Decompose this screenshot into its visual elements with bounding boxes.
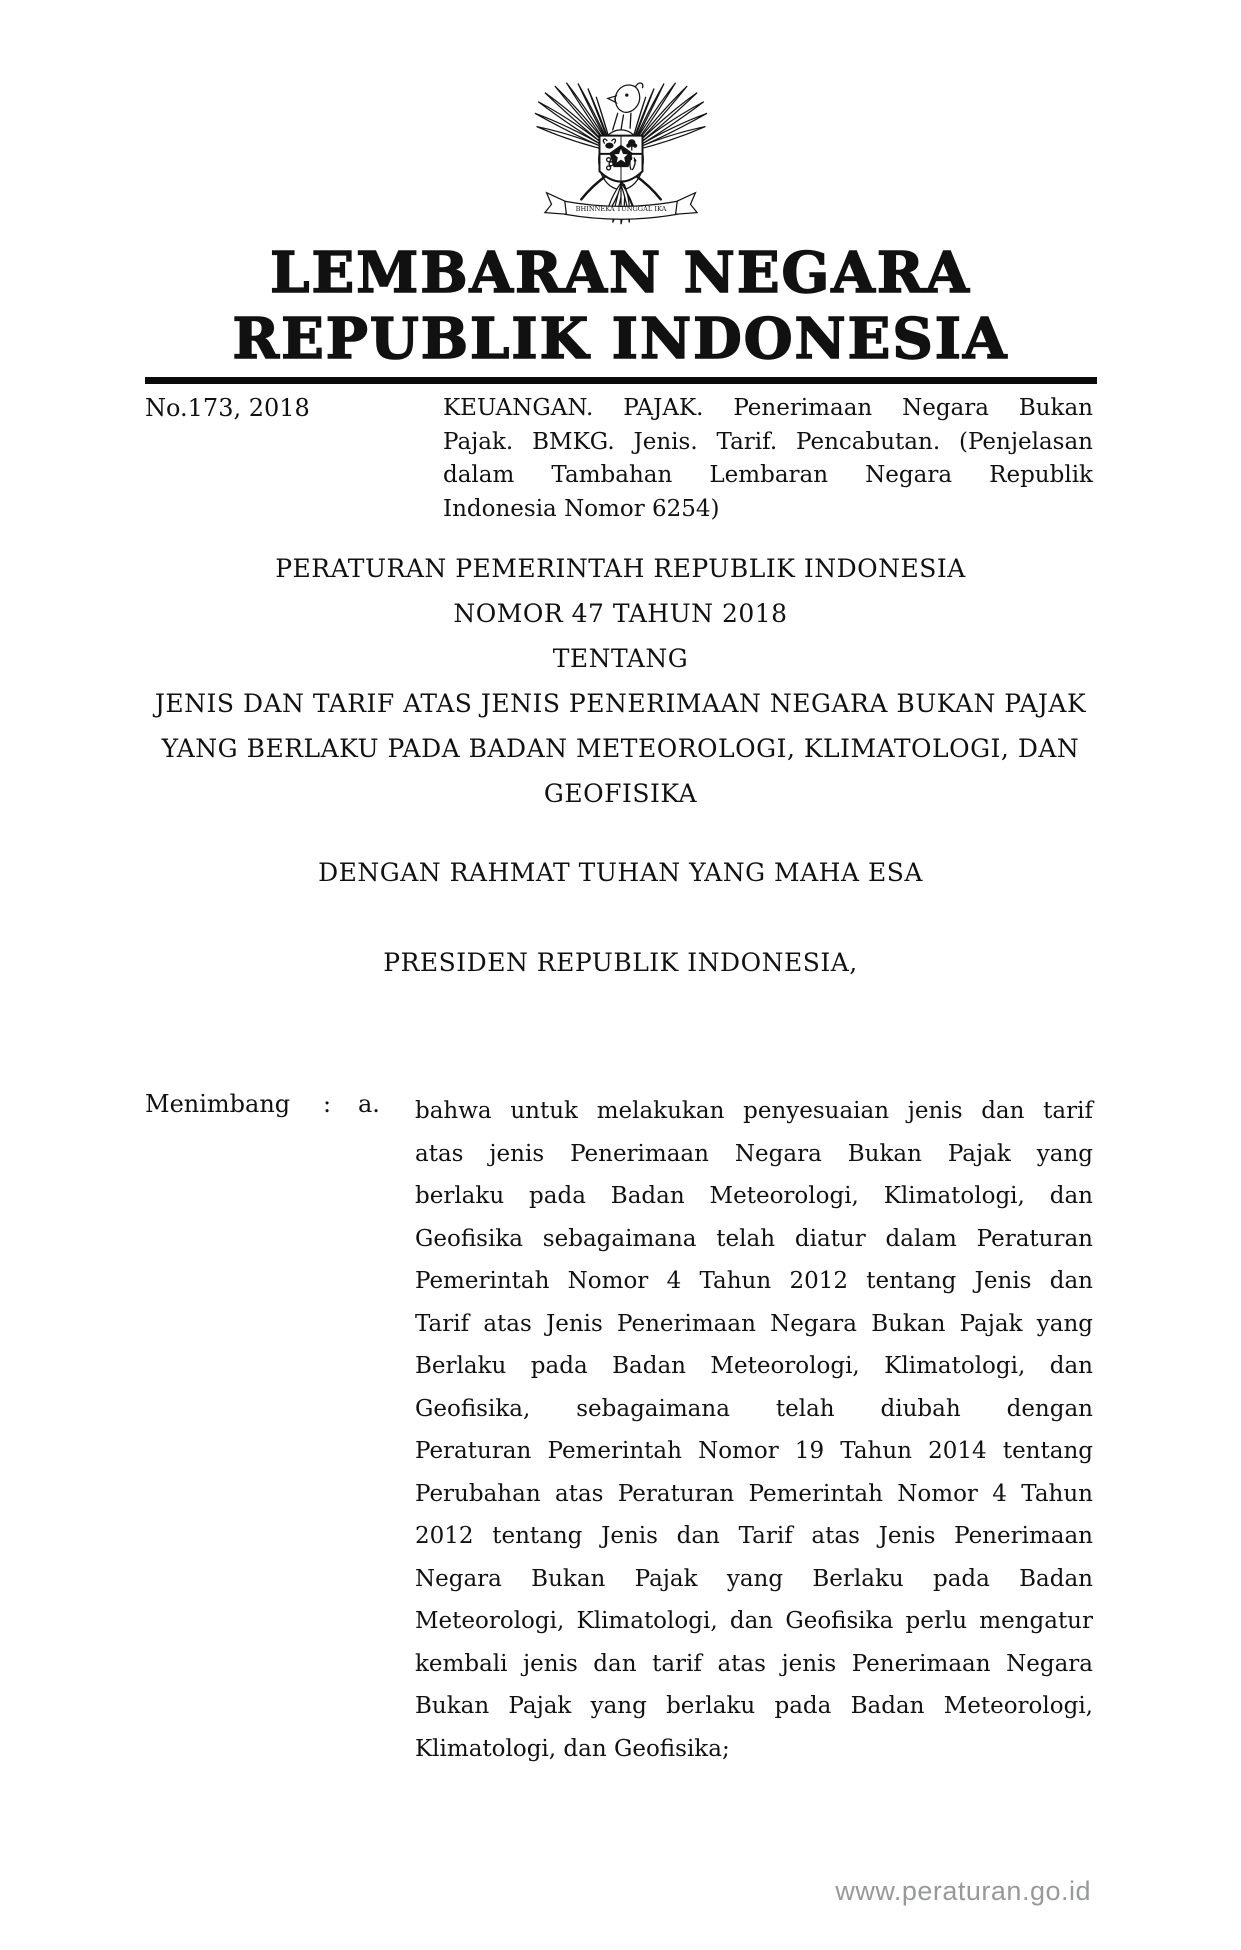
regulation-title-line: JENIS DAN TARIF ATAS JENIS PENERIMAAN NEGARA BUKAN PAJAK <box>154 689 1087 718</box>
preamble-text-line: Tarif atas Jenis Penerimaan Negara Bukan Pajak yang <box>415 1310 1093 1337</box>
preamble-text-line: Meteorologi, Klimatologi, dan Geofisika perlu mengatur <box>415 1608 1093 1634</box>
gazette-subject-line: Indonesia Nomor 6254) <box>443 495 720 522</box>
preamble-text-line: Geofisika sebagaimana telah diatur dalam Peraturan <box>415 1225 1093 1252</box>
masthead-line1: LEMBARAN NEGARA <box>270 240 971 306</box>
gazette-subject-line: KEUANGAN. PAJAK. Penerimaan Negara Bukan <box>443 395 1093 421</box>
preamble-colon: : <box>323 1090 332 1118</box>
preamble-text-line: Geofisika, sebagaimana telah diubah dengan <box>415 1395 1093 1422</box>
regulation-title <box>0 546 1241 816</box>
gazette-number: No.173, 2018 <box>145 394 310 422</box>
preamble-text-line: Berlaku pada Badan Meteorologi, Klimatologi, dan <box>415 1353 1093 1379</box>
masthead-divider <box>145 377 1097 384</box>
invocation-line: DENGAN RAHMAT TUHAN YANG MAHA ESA <box>318 858 923 887</box>
garuda-icon <box>530 74 712 242</box>
preamble-text-line: Perubahan atas Peraturan Pemerintah Nomor 4 Tahun <box>415 1480 1093 1507</box>
preamble-text-line: Bukan Pajak yang berlaku pada Badan Meteorologi, <box>415 1693 1093 1719</box>
preamble-menimbang <box>145 1090 1097 1770</box>
gazette-subject-line: Pajak. BMKG. Jenis. Tarif. Pencabutan. (Penjelasan <box>443 428 1093 455</box>
masthead-line2: REPUBLIK INDONESIA <box>232 306 1009 372</box>
preamble-text-line: Peraturan Pemerintah Nomor 19 Tahun 2014 tentang <box>415 1438 1093 1464</box>
preamble-text-line: Negara Bukan Pajak yang Berlaku pada Badan <box>415 1565 1093 1592</box>
neck <box>612 113 630 130</box>
preamble-text-line: 2012 tentang Jenis dan Tarif atas Jenis Penerimaan <box>415 1523 1093 1549</box>
garuda-pancasila-emblem <box>530 74 712 246</box>
preamble-item-text <box>415 1090 1093 1770</box>
preamble-text-line: Pemerintah Nomor 4 Tahun 2012 tentang Jenis dan <box>415 1268 1093 1294</box>
masthead <box>0 240 1241 372</box>
preamble-text-line: Klimatologi, dan Geofisika; <box>415 1735 730 1762</box>
regulation-title-line: GEOFISIKA <box>543 779 698 808</box>
preamble-text-line: bahwa untuk melakukan penyesuaian jenis dan tarif <box>415 1098 1093 1124</box>
regulation-title-line: PERATURAN PEMERINTAH REPUBLIK INDONESIA <box>275 554 966 583</box>
preamble-label: Menimbang <box>145 1090 291 1118</box>
regulation-title-line: YANG BERLAKU PADA BADAN METEOROLOGI, KLIMATOLOGI, DAN <box>161 734 1080 763</box>
preamble-text-line: berlaku pada Badan Meteorologi, Klimatologi, dan <box>415 1183 1093 1209</box>
gazette-subject <box>443 392 1093 526</box>
eagle-head <box>607 83 642 112</box>
regulation-title-line: NOMOR 47 TAHUN 2018 <box>453 599 788 628</box>
motto-text: BHINNEKA TUNGGAL IKA <box>575 204 666 213</box>
gazette-subject-line: dalam Tambahan Lembaran Negara Republik <box>443 462 1093 488</box>
preamble-item-letter: a. <box>358 1090 380 1118</box>
footer-url: www.peraturan.go.id <box>835 1876 1091 1906</box>
gazette-header <box>145 392 1097 526</box>
preamble-text-line: atas jenis Penerimaan Negara Bukan Pajak yang <box>415 1140 1093 1167</box>
issuer-line: PRESIDEN REPUBLIK INDONESIA, <box>383 948 858 977</box>
regulation-title-line: TENTANG <box>552 644 689 673</box>
preamble-text-line: kembali jenis dan tarif atas jenis Penerimaan Negara <box>415 1650 1093 1677</box>
